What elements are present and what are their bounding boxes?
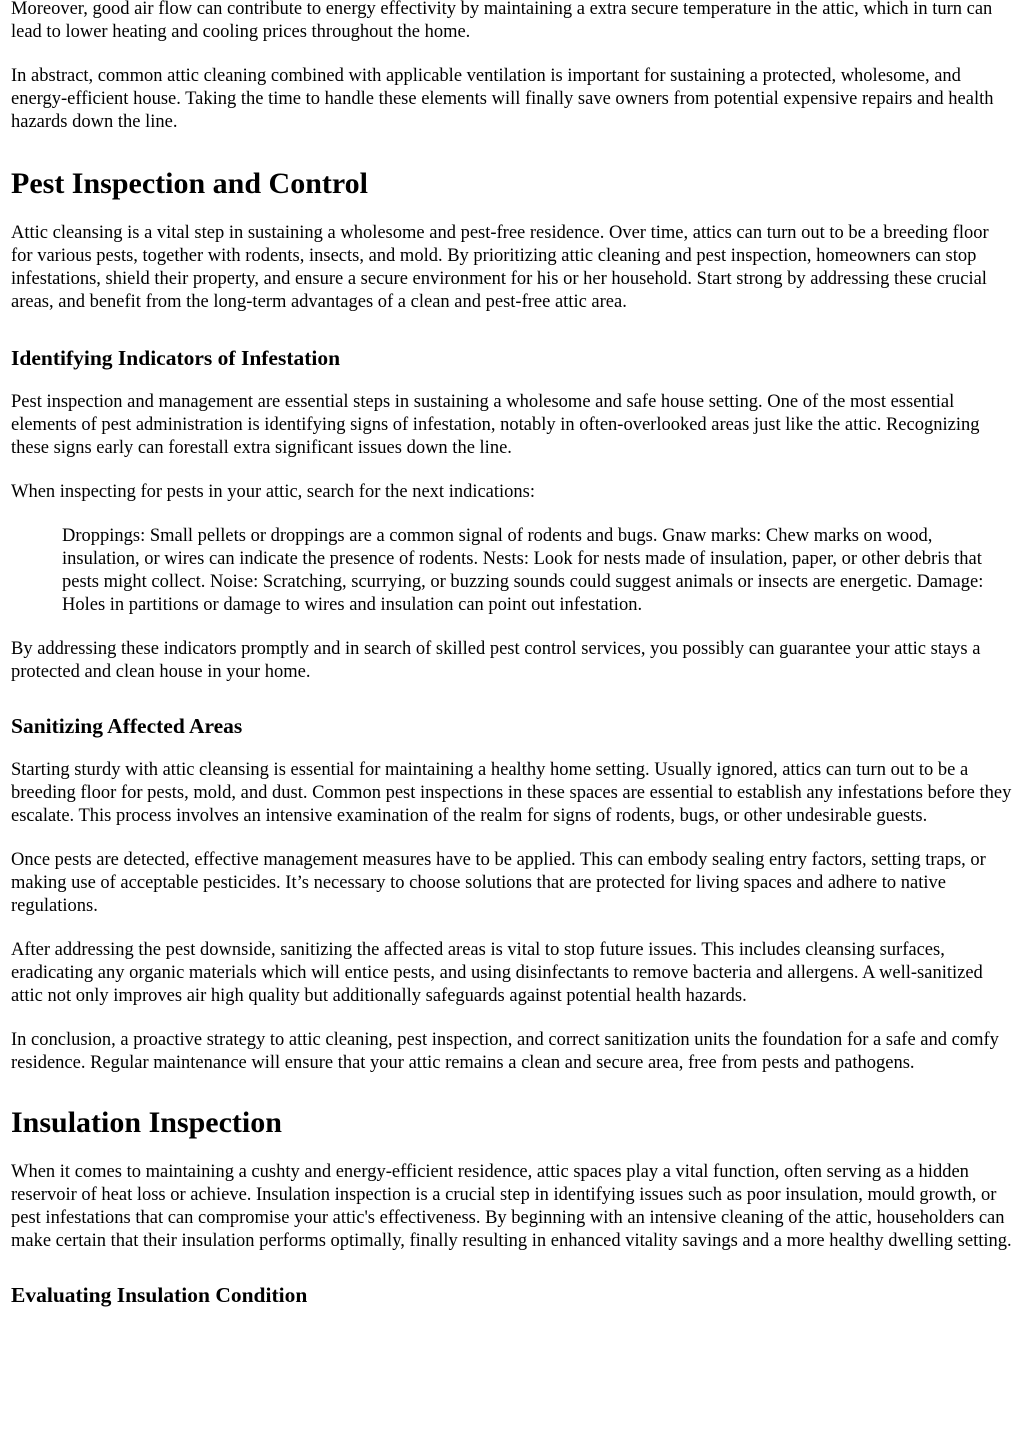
- infestation-paragraph-2: When inspecting for pests in your attic, search for the next indications:: [11, 482, 536, 502]
- infestation-paragraph-3: By addressing these indicators promptly and in search of skilled pest control services, you possibly can guarantee your attic stays a protected and clean house in your home.: [11, 639, 981, 682]
- sanitizing-paragraph-1: Starting sturdy with attic cleansing is essential for maintaining a healthy home setting. Usually ignored, attics can turn out to be a breeding floor for pests, mold, and dust. Common pest inspections in these spaces are essential to establish any infestations before they escalate. This process involves an intensive examination of the realm for signs of rodents, bugs, or other undesirable guests.: [11, 760, 1012, 826]
- section-heading-pest-inspection: Pest Inspection and Control: [11, 167, 368, 200]
- subheading-sanitizing-areas: Sanitizing Affected Areas: [11, 714, 243, 738]
- subheading-identifying-infestation: Identifying Indicators of Infestation: [11, 346, 341, 370]
- indications-blockquote: Droppings: Small pellets or droppings are a common signal of rodents and bugs. Gnaw marks: Chew marks on wood, insulation, or wires can indicate the presence of rodents. Nests: Look for nests made of insulation, paper, or other debris that pests might collect. Noise: Scratching, scurrying, or buzzing sounds could suggest animals or insects are energetic. Damage: Holes in partitions or damage to wires and insulation can point out infestation.: [62, 526, 984, 615]
- intro-paragraph-1: Moreover, good air flow can contribute to energy effectivity by maintaining a extra secure temperature in the attic, which in turn can lead to lower heating and cooling prices throughout the home.: [11, 0, 993, 42]
- sanitizing-paragraph-2: Once pests are detected, effective management measures have to be applied. This can embody sealing entry factors, setting traps, or making use of acceptable pesticides. It’s necessary to choose solutions that are protected for living spaces and adhere to native regulations.: [11, 850, 986, 916]
- pest-paragraph-1: Attic cleansing is a vital step in sustaining a wholesome and pest-free residence. Over time, attics can turn out to be a breeding floor for various pests, together with rodents, insects, and mold. By prioritizing attic cleaning and pest inspection, homeowners can stop infestations, shield their property, and ensure a secure environment for his or her household. Start strong by addressing these crucial areas, and benefit from the long-term advantages of a clean and pest-free attic area.: [11, 223, 989, 312]
- sanitizing-paragraph-4: In conclusion, a proactive strategy to attic cleaning, pest inspection, and correct sanitization units the foundation for a safe and comfy residence. Regular maintenance will ensure that your attic remains a clean and secure area, free from pests and pathogens.: [11, 1030, 999, 1073]
- intro-paragraph-2: In abstract, common attic cleaning combined with applicable ventilation is important for sustaining a protected, wholesome, and energy-efficient house. Taking the time to handle these elements will finally save owners from potential expensive repairs and health hazards down the line.: [11, 66, 994, 132]
- infestation-paragraph-1: Pest inspection and management are essential steps in sustaining a wholesome and safe house setting. One of the most essential elements of pest administration is identifying signs of infestation, notably in often-overlooked areas just like the attic. Recognizing these signs early can forestall extra significant issues down the line.: [11, 392, 980, 458]
- sanitizing-paragraph-3: After addressing the pest downside, sanitizing the affected areas is vital to stop future issues. This includes cleansing surfaces, eradicating any organic materials which will entice pests, and using disinfectants to remove bacteria and allergens. A well-sanitized attic not only improves air high quality but additionally safeguards against potential health hazards.: [11, 940, 983, 1006]
- insulation-paragraph-1: When it comes to maintaining a cushty and energy-efficient residence, attic spaces play a vital function, often serving as a hidden reservoir of heat loss or achieve. Insulation inspection is a crucial step in identifying issues such as poor insulation, mould growth, or pest infestations that can compromise your attic's effectiveness. By beginning with an intensive cleaning of the attic, householders can make certain that their insulation performs optimally, finally resulting in enhanced vitality savings and a more healthy dwelling setting.: [11, 1162, 1012, 1251]
- subheading-evaluating-insulation: Evaluating Insulation Condition: [11, 1283, 308, 1307]
- section-heading-insulation-inspection: Insulation Inspection: [11, 1106, 282, 1139]
